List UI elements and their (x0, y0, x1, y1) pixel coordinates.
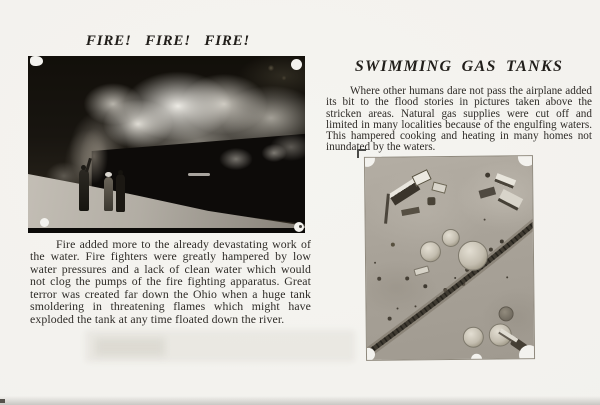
gas-tank-group (414, 219, 491, 280)
photo-corner-hole (30, 56, 43, 66)
photo-bottom-strip (28, 228, 305, 233)
scan-speck (0, 399, 5, 403)
right-page-body: Where other humans dare not pass the airplane added its bit to the flood stories in pictures taken above the stricken areas. Natural gas supplies were cut off and limited in many localities because of the engulfing waters. This hampered cooking and heating in many homes not inundated by the waters. (326, 85, 592, 154)
photo-torn-corner (519, 345, 535, 361)
gas-tank (458, 241, 488, 271)
bystander-figure (104, 177, 113, 211)
fire-photo (28, 56, 305, 233)
gas-tank (463, 327, 484, 348)
gas-tank (442, 229, 460, 247)
barge-fragment (413, 265, 429, 276)
page-bleed-through (95, 338, 165, 356)
gas-tank (420, 241, 441, 262)
bystander-figure (79, 169, 89, 211)
left-page-caption: Fire added more to the already devastating work of the water. Fire fighters were greatly hampered by low water pressures and a lack of clean water which would not clog the pumps of the fire fighting apparatus. Great terror was created far down the Ohio when a huge tank smoldering in threatening flames which might have exploded the tank at any time floated down the river. (30, 237, 311, 326)
left-page-title: FIRE! FIRE! FIRE! (85, 33, 251, 49)
photo-torn-edge (471, 354, 482, 361)
bystander-figure (116, 174, 125, 212)
right-page-title: SWIMMING GAS TANKS (354, 58, 564, 75)
scan-bottom-edge (0, 396, 600, 405)
gas-tank (499, 306, 514, 321)
photo-corner-hole (294, 222, 304, 232)
aerial-flood-photo (364, 155, 535, 361)
photo-corner-hole (40, 218, 49, 227)
photo-corner-hole (291, 59, 302, 70)
